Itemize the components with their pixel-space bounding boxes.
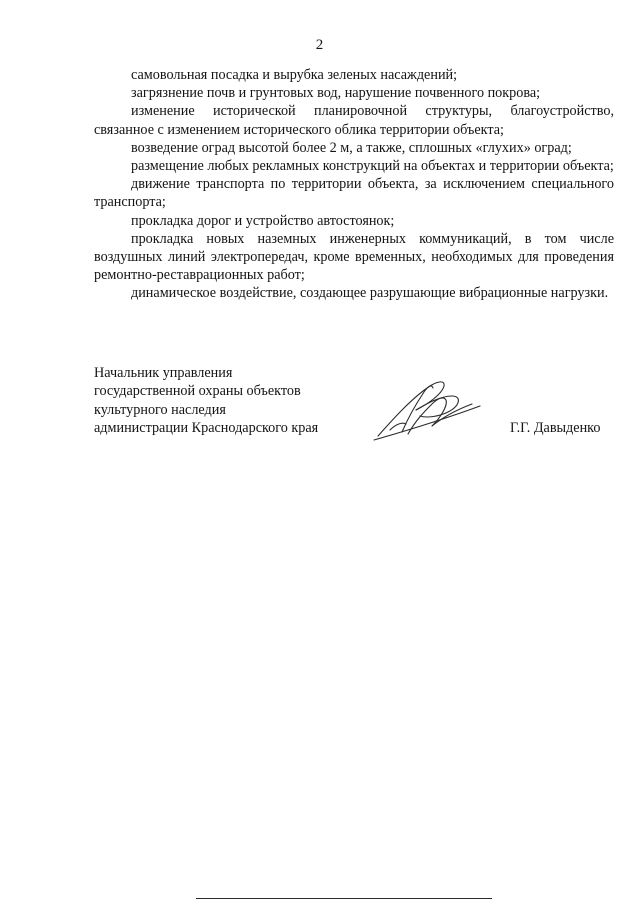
signatory-name: Г.Г. Давыденко	[510, 420, 601, 436]
page-bottom-rule	[196, 898, 492, 899]
restriction-item: прокладка дорог и устройство автостоянок;	[131, 212, 395, 229]
restriction-item: самовольная посадка и вырубка зеленых насаждений;	[131, 67, 458, 83]
signatory-position-line: администрации Краснодарского края	[94, 420, 319, 437]
signatory-position-line: культурного наследия	[94, 401, 226, 418]
restriction-item: загрязнение почв и грунтовых вод, нарушение почвенного покрова;	[131, 85, 541, 102]
signatory-position-line: Начальник управления	[94, 365, 233, 381]
restriction-item: возведение оград высотой более 2 м, а также, сплошных «глухих» оград;	[131, 139, 572, 156]
page-number: 2	[315, 37, 324, 53]
restriction-item: изменение исторической планировочной структуры, благоустройство, связанное с изменением исторического облика территории объекта;	[94, 103, 614, 138]
signatory-position	[94, 364, 318, 438]
restriction-item: движение транспорта по территории объекта, за исключением специального транспорта;	[94, 176, 614, 211]
handwritten-signature	[372, 374, 482, 442]
signatory-position-line: государственной охраны объектов	[94, 383, 301, 400]
restriction-item: размещение любых рекламных конструкций на объектах и территории объекта;	[131, 158, 614, 175]
restriction-item: динамическое воздействие, создающее разрушающие вибрационные нагрузки.	[131, 285, 609, 302]
restriction-item: прокладка новых наземных инженерных коммуникаций, в том числе воздушных линий электропередач, кроме временных, необходимых для проведения ремонтно-реставрационных работ;	[94, 230, 614, 284]
restrictions-list	[94, 66, 614, 303]
